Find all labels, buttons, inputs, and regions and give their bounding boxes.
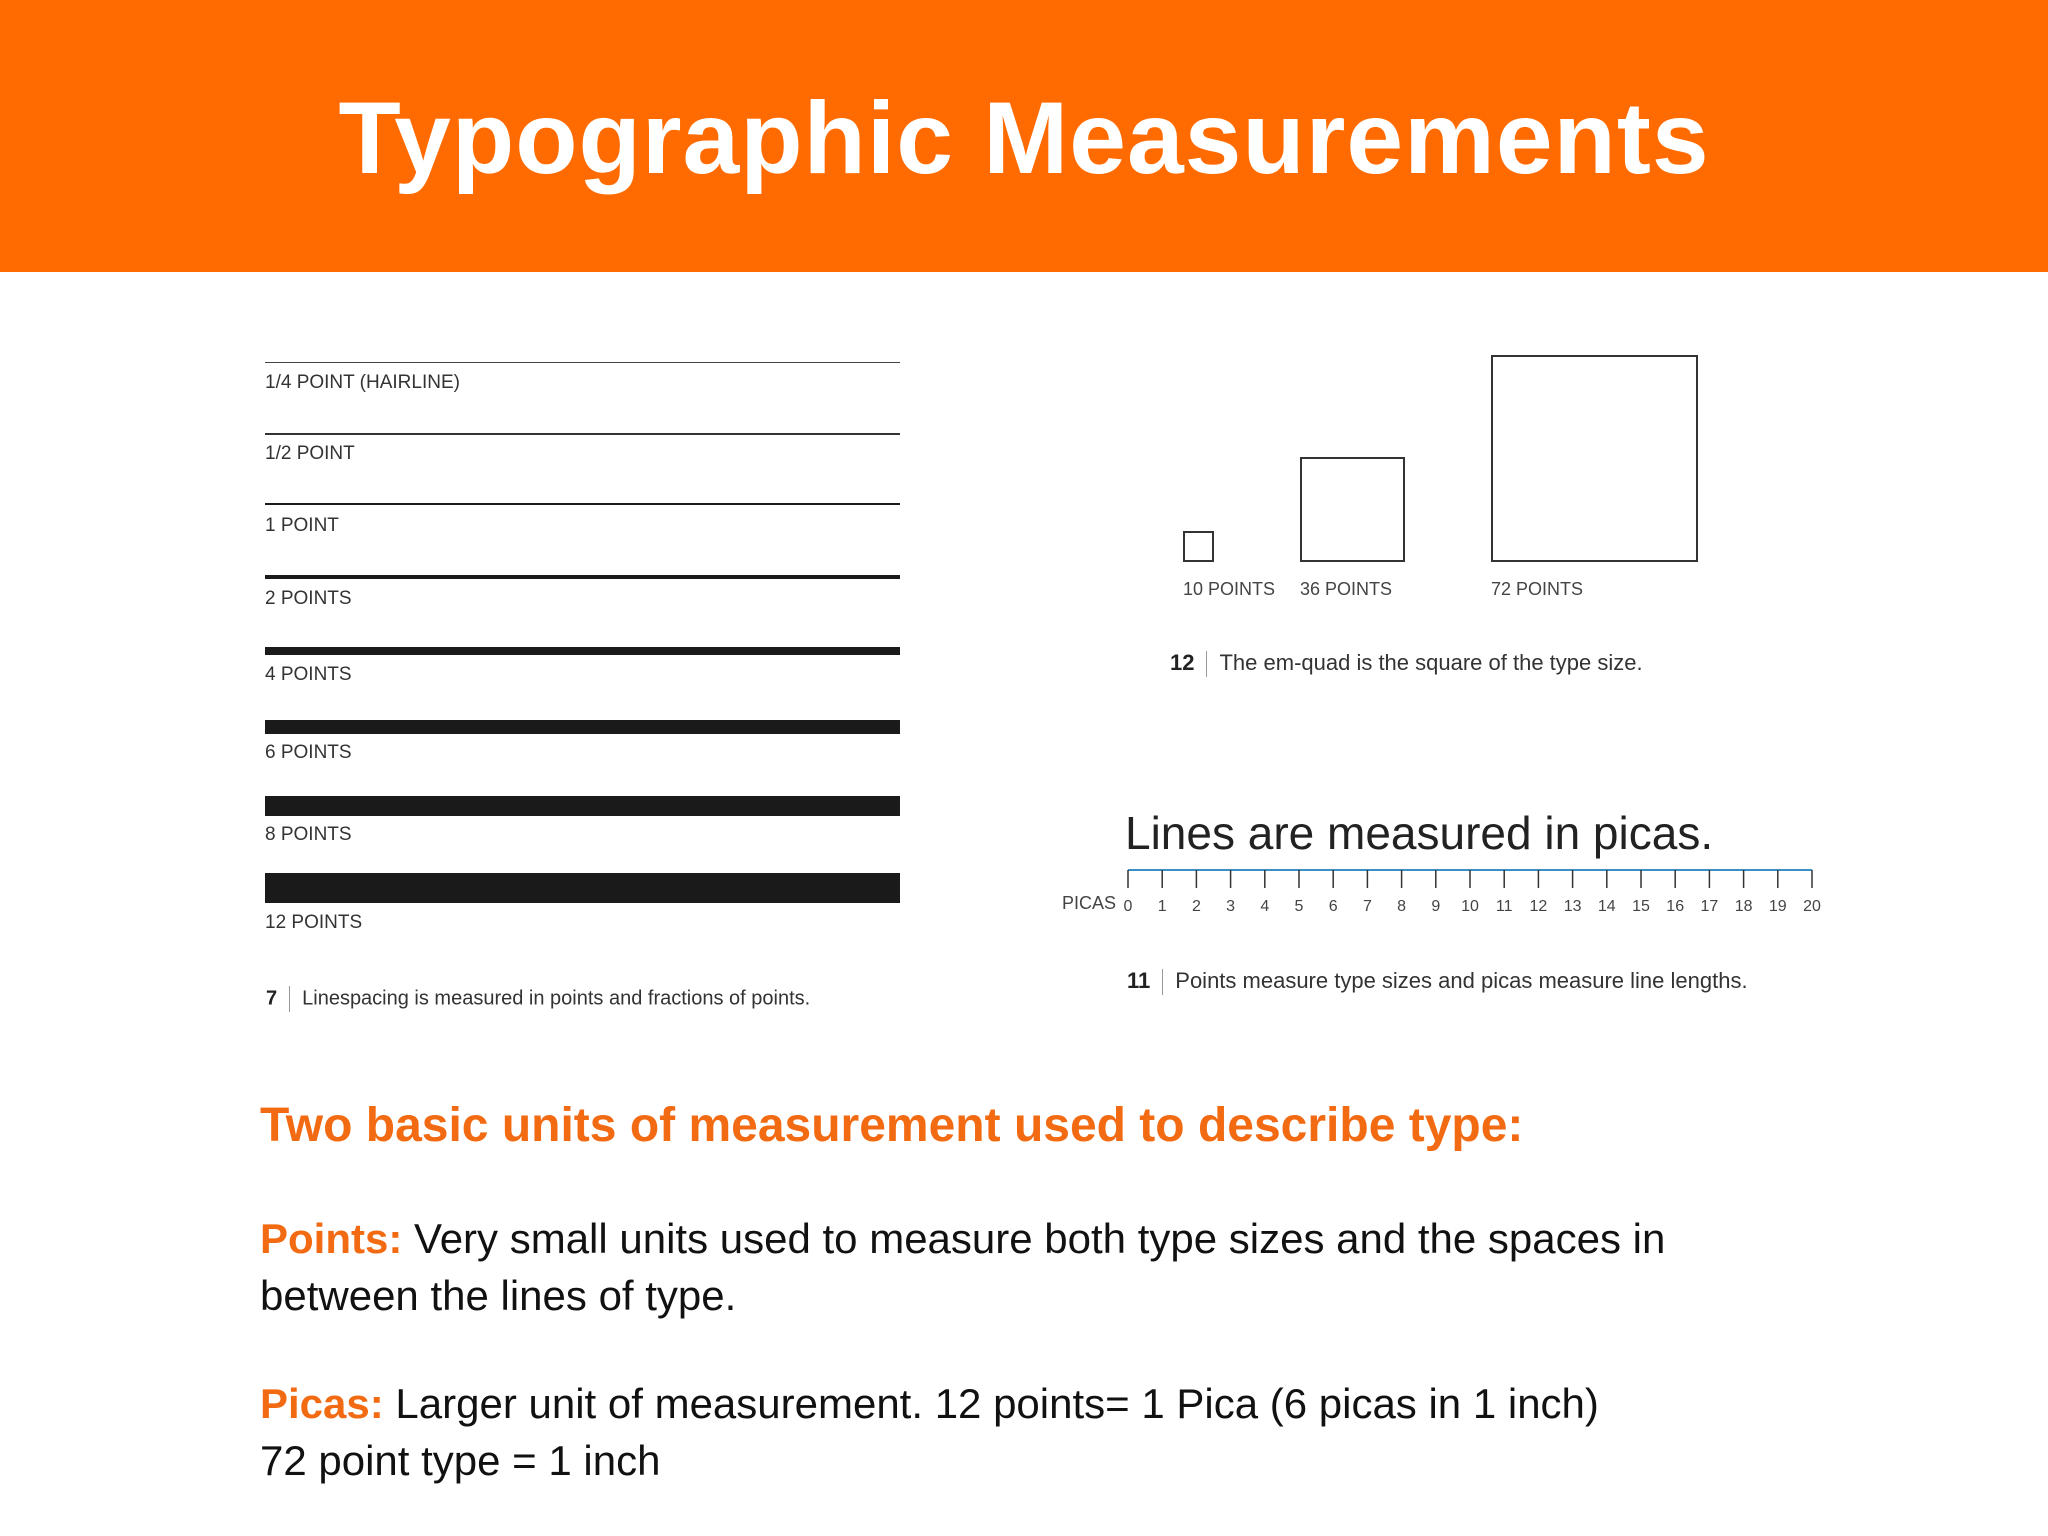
rule-label: 12 POINTS	[265, 912, 363, 933]
rule-label: 6 POINTS	[265, 742, 352, 763]
page-title: Typographic Measurements	[338, 81, 1710, 195]
ruler-tick-label: 15	[1632, 898, 1650, 915]
ruler-tick-label: 13	[1563, 898, 1582, 915]
title-banner	[0, 0, 2048, 272]
ruler-tick-label: 10	[1461, 898, 1479, 915]
ruler-axis-label: PICAS	[1062, 893, 1117, 913]
ruler-tick-label: 7	[1362, 898, 1372, 915]
picas-note: 72 point type = 1 inch	[260, 1437, 661, 1484]
rule-2-points	[265, 575, 900, 579]
figure-caption	[1170, 650, 1643, 677]
caption-text: Linespacing is measured in points and fractions of points.	[302, 987, 811, 1010]
ruler-tick-label: 4	[1260, 898, 1270, 915]
figure-caption	[1127, 968, 1748, 995]
picas-definition: Larger unit of measurement. 12 points= 1 Pica (6 picas in 1 inch)	[383, 1380, 1599, 1427]
ruler-tick-label: 9	[1431, 898, 1441, 915]
quad-36-points	[1300, 457, 1405, 562]
ruler-tick-label: 20	[1803, 898, 1821, 915]
ruler-tick-label: 14	[1597, 898, 1616, 915]
rule-label: 8 POINTS	[265, 824, 352, 845]
ruler-tick-label: 2	[1191, 898, 1201, 915]
caption-number: 7	[266, 987, 278, 1010]
rule-12-points	[265, 873, 900, 903]
rule-6-points	[265, 720, 900, 734]
ruler-tick-label: 6	[1328, 898, 1338, 915]
caption-divider	[1162, 969, 1163, 995]
pica-title: Lines are measured in picas.	[1125, 807, 1714, 859]
rule-label: 1/4 POINT (HAIRLINE)	[265, 372, 460, 393]
caption-text: Points measure type sizes and picas measure line lengths.	[1175, 968, 1748, 993]
figure-caption	[266, 986, 810, 1012]
rule-label: 2 POINTS	[265, 588, 352, 609]
caption-divider	[289, 986, 290, 1012]
points-paragraph	[260, 1210, 1820, 1324]
picas-paragraph	[260, 1375, 1820, 1489]
ruler-tick-label: 0	[1123, 898, 1133, 915]
ruler-tick-label: 18	[1734, 898, 1753, 915]
quad-10-points	[1183, 531, 1214, 562]
ruler-tick-label: 12	[1529, 898, 1548, 915]
quad-label: 10 POINTS	[1183, 579, 1276, 599]
quad-72-points	[1491, 355, 1698, 562]
ruler-tick-label: 16	[1666, 898, 1685, 915]
ruler-tick-label: 5	[1294, 898, 1304, 915]
ruler-tick-label: 11	[1495, 898, 1513, 915]
rule-label: 4 POINTS	[265, 664, 352, 685]
quad-label: 36 POINTS	[1300, 579, 1393, 599]
ruler-tick-label: 3	[1226, 898, 1236, 915]
rule-4-points	[265, 647, 900, 655]
rule-label: 1/2 POINT	[265, 443, 355, 464]
points-definition: Very small units used to measure both type sizes and the spaces in between the lines of type.	[260, 1215, 1666, 1319]
section-subheading: Two basic units of measurement used to describe type:	[260, 1099, 1524, 1152]
points-term: Points:	[260, 1215, 403, 1262]
rule-1-point	[265, 503, 900, 505]
ruler-tick-label: 17	[1700, 898, 1719, 915]
caption-divider	[1206, 651, 1207, 677]
rule-label: 1 POINT	[265, 515, 339, 536]
picas-term: Picas:	[260, 1380, 384, 1427]
ruler-tick-label: 1	[1157, 898, 1167, 915]
caption-number: 11	[1127, 968, 1151, 993]
quad-label: 72 POINTS	[1491, 579, 1584, 599]
rule-quarter-point	[265, 362, 900, 363]
rule-half-point	[265, 433, 900, 435]
ruler-tick-label: 8	[1397, 898, 1407, 915]
caption-text: The em-quad is the square of the type size.	[1219, 650, 1643, 675]
caption-number: 12	[1170, 650, 1195, 675]
ruler-tick-label: 19	[1768, 898, 1787, 915]
rule-8-points	[265, 796, 900, 816]
